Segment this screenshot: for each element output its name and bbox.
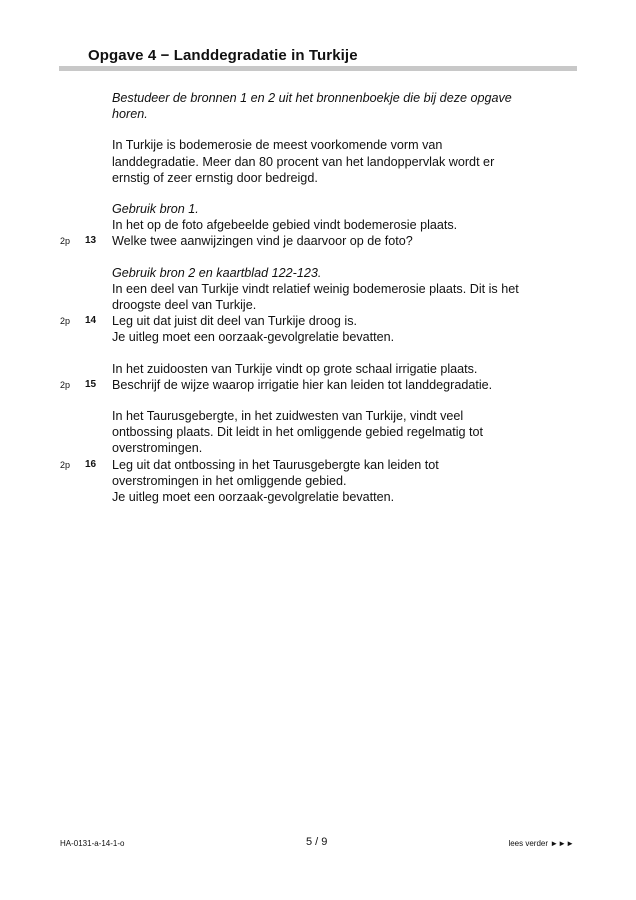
line-text: Welke twee aanwijzingen vind je daarvoor op de foto?	[112, 234, 413, 249]
question-points: 2p	[60, 459, 71, 470]
line-text: Je uitleg moet een oorzaak-gevolgrelatie bevatten.	[112, 330, 395, 345]
footer-exam-code: HA-0131-a-14-1-o	[60, 839, 125, 848]
text-line	[112, 408, 562, 424]
text-block	[0, 90, 562, 122]
title-divider	[59, 66, 577, 71]
line-text: In het Taurusgebergte, in het zuidwesten van Turkije, vindt veel	[112, 409, 464, 424]
line-text: Gebruik bron 2 en kaartblad 122-123.	[112, 265, 322, 280]
line-text: In het zuidoosten van Turkije vindt op grote schaal irrigatie plaats.	[112, 361, 478, 376]
text-line	[112, 201, 562, 217]
line-text: droogste deel van Turkije.	[112, 298, 257, 313]
question-number: 14	[85, 315, 97, 327]
line-text: Je uitleg moet een oorzaak-gevolgrelatie bevatten.	[112, 490, 395, 505]
text-line	[112, 297, 562, 313]
line-text: overstromingen in het omliggende gebied.	[112, 473, 347, 488]
text-block	[0, 265, 562, 346]
line-text: horen.	[112, 107, 148, 122]
text-block	[0, 408, 562, 505]
text-line	[112, 424, 562, 440]
text-line	[112, 106, 562, 122]
text-line	[112, 281, 562, 297]
text-line	[112, 170, 562, 186]
footer-page-number: 5 / 9	[306, 836, 328, 848]
line-text: Leg uit dat ontbossing in het Taurusgebergte kan leiden tot	[112, 457, 439, 472]
question-points: 2p	[60, 379, 71, 390]
footer-continue: lees verder ►►►	[508, 839, 574, 848]
text-line	[112, 329, 562, 345]
text-block	[0, 361, 562, 393]
text-line	[112, 90, 562, 106]
question-line	[60, 457, 562, 473]
text-line	[112, 265, 562, 281]
line-text: ernstig of zeer ernstig door bedreigd.	[112, 170, 318, 185]
assignment-content	[0, 90, 636, 520]
line-text: Leg uit dat juist dit deel van Turkije droog is.	[112, 314, 358, 329]
text-line	[112, 489, 562, 505]
text-block	[0, 201, 562, 250]
text-line	[112, 361, 562, 377]
text-line	[112, 154, 562, 170]
line-text: Gebruik bron 1.	[112, 202, 199, 217]
question-line	[60, 377, 562, 393]
question-line	[60, 313, 562, 329]
line-text: ontbossing plaats. Dit leidt in het omliggende gebied regelmatig tot	[112, 425, 484, 440]
text-line	[112, 440, 562, 456]
question-points: 2p	[60, 236, 71, 247]
line-text: overstromingen.	[112, 441, 203, 456]
question-number: 13	[85, 235, 97, 247]
line-text: In Turkije is bodemerosie de meest voorkomende vorm van	[112, 138, 443, 153]
line-text: landdegradatie. Meer dan 80 procent van het landoppervlak wordt er	[112, 154, 495, 169]
text-block	[0, 137, 562, 186]
text-line	[112, 473, 562, 489]
line-text: In het op de foto afgebeelde gebied vindt bodemerosie plaats.	[112, 218, 458, 233]
question-number: 15	[85, 378, 97, 390]
question-number: 16	[85, 458, 97, 470]
line-text: Beschrijf de wijze waarop irrigatie hier kan leiden tot landdegradatie.	[112, 377, 493, 392]
page-title: Opgave 4 − Landdegradatie in Turkije	[88, 47, 358, 64]
line-text: In een deel van Turkije vindt relatief weinig bodemerosie plaats. Dit is het	[112, 281, 519, 296]
text-line	[112, 217, 562, 233]
line-text: Bestudeer de bronnen 1 en 2 uit het bronnenboekje die bij deze opgave	[112, 91, 512, 105]
question-points: 2p	[60, 316, 71, 327]
text-line	[112, 137, 562, 153]
question-line	[60, 233, 562, 249]
